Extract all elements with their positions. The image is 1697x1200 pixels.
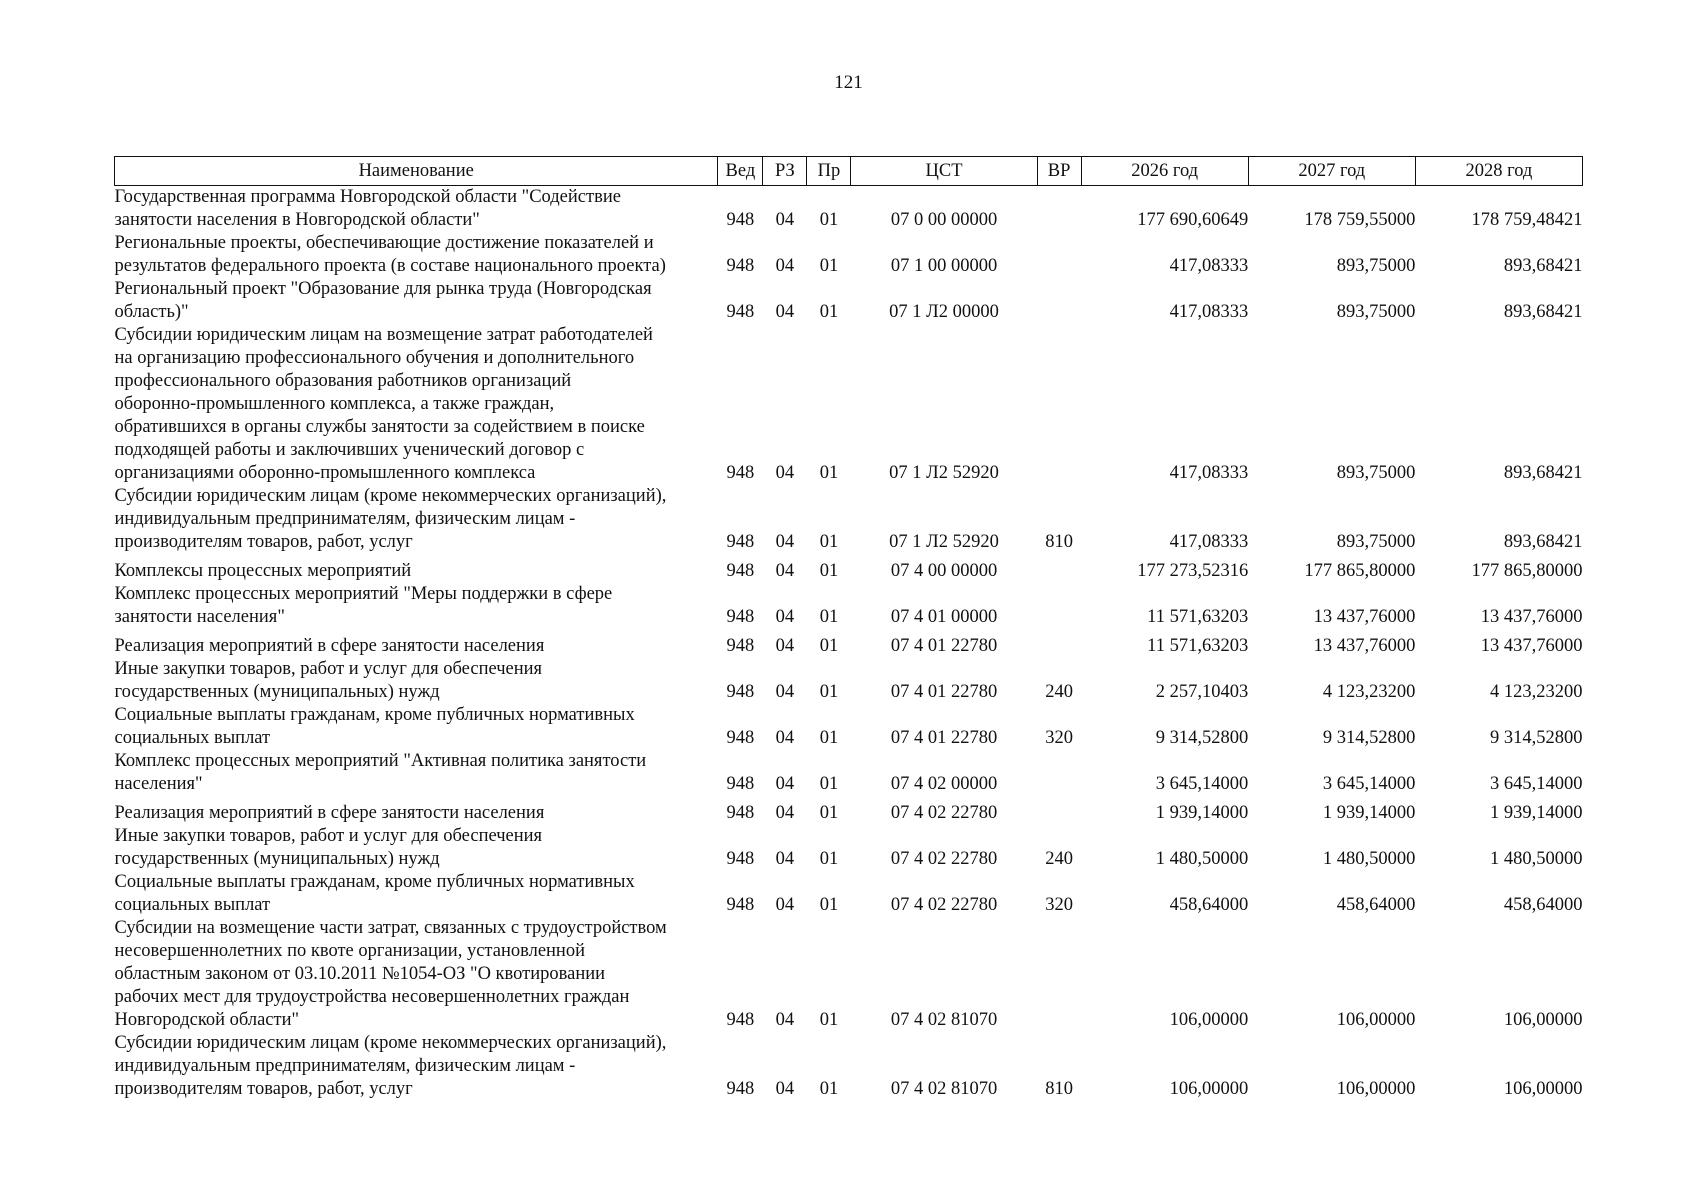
row-ved: 948 <box>726 302 755 322</box>
row-pr: 01 <box>819 774 839 794</box>
row-cst: 07 1 Л2 52920 <box>889 463 999 483</box>
row-rz: 04 <box>775 895 795 915</box>
row-name: Субсидии юридическим лицам (кроме некоммерческих организаций), индивидуальным предпринимателям, физическим лицам - производителям товаров, работ, услуг <box>114 486 667 552</box>
row-2027: 106,00000 <box>1336 1079 1416 1099</box>
row-name: Реализация мероприятий в сфере занятости населения <box>114 803 545 823</box>
row-2027: 893,75000 <box>1336 463 1416 483</box>
row-name: Социальные выплаты гражданам, кроме публичных нормативных социальных выплат <box>114 872 635 915</box>
row-pr: 01 <box>819 895 839 915</box>
row-ved: 948 <box>726 774 755 794</box>
table-row <box>115 583 1583 629</box>
row-vr <box>1037 186 1081 233</box>
row-cst: 07 1 Л2 00000 <box>889 302 999 322</box>
header-ved: Вед <box>718 157 763 186</box>
header-vr: ВР <box>1037 157 1081 186</box>
row-vr: 810 <box>1045 532 1073 552</box>
table-body <box>115 186 1583 1102</box>
row-vr <box>1037 324 1081 485</box>
row-2026: 106,00000 <box>1169 1079 1249 1099</box>
row-name: Субсидии юридическим лицам на возмещение затрат работодателей на организацию профессионального обучения и дополнительного профессионального образования работников организаций оборонно-промышленного комплекса, а также граждан, обратившихся в органы службы занятости за содействием в поиске подходящей работы и заключивших ученический договор с организациями оборонно-промышленного комплекса <box>114 325 653 483</box>
row-rz: 04 <box>775 774 795 794</box>
page-number: 121 <box>834 72 863 93</box>
row-name: Субсидии юридическим лицам (кроме некоммерческих организаций), индивидуальным предпринимателям, физическим лицам - производителям товаров, работ, услуг <box>114 1033 667 1099</box>
row-vr <box>1037 629 1081 658</box>
row-2028: 106,00000 <box>1503 1079 1583 1099</box>
row-2027: 3 645,14000 <box>1322 774 1416 794</box>
row-2026: 106,00000 <box>1169 1010 1249 1030</box>
row-2027: 177 865,80000 <box>1304 561 1416 581</box>
header-2026: 2026 год <box>1081 157 1248 186</box>
row-ved: 948 <box>726 849 755 869</box>
row-name: Государственная программа Новгородской области "Содействие занятости населения в Новгородской области" <box>114 187 621 230</box>
header-rz: РЗ <box>763 157 807 186</box>
row-2028: 893,68421 <box>1503 302 1583 322</box>
row-2027: 458,64000 <box>1336 895 1416 915</box>
row-pr: 01 <box>819 636 839 656</box>
row-pr: 01 <box>819 302 839 322</box>
row-2027: 4 123,23200 <box>1322 682 1416 702</box>
row-rz: 04 <box>775 302 795 322</box>
table-row <box>115 750 1583 796</box>
row-2028: 893,68421 <box>1503 532 1583 552</box>
table-row <box>115 917 1583 1032</box>
row-2028: 1 939,14000 <box>1490 803 1583 823</box>
row-cst: 07 1 Л2 52920 <box>889 532 999 552</box>
row-pr: 01 <box>819 532 839 552</box>
row-2026: 1 480,50000 <box>1155 849 1249 869</box>
header-cst: ЦСТ <box>851 157 1037 186</box>
row-ved: 948 <box>726 463 755 483</box>
row-rz: 04 <box>775 1079 795 1099</box>
row-cst: 07 4 01 22780 <box>890 728 998 748</box>
row-name: Региональные проекты, обеспечивающие достижение показателей и результатов федерального проекта (в составе национального проекта) <box>114 233 666 276</box>
row-ved: 948 <box>726 895 755 915</box>
row-name: Комплекс процессных мероприятий "Меры поддержки в сфере занятости населения" <box>114 584 613 627</box>
row-cst: 07 4 01 22780 <box>890 636 998 656</box>
row-rz: 04 <box>775 803 795 823</box>
row-cst: 07 0 00 00000 <box>890 210 998 230</box>
row-pr: 01 <box>819 1010 839 1030</box>
row-2026: 11 571,63203 <box>1147 636 1249 656</box>
table-row <box>115 871 1583 917</box>
table-row <box>115 485 1583 554</box>
table-row <box>115 232 1583 278</box>
row-2026: 458,64000 <box>1169 895 1249 915</box>
row-pr: 01 <box>819 607 839 627</box>
row-name: Социальные выплаты гражданам, кроме публичных нормативных социальных выплат <box>114 705 635 748</box>
row-rz: 04 <box>775 728 795 748</box>
row-2027: 178 759,55000 <box>1304 210 1416 230</box>
row-vr <box>1037 554 1081 583</box>
budget-table-container <box>114 156 1583 1101</box>
row-vr <box>1037 917 1081 1032</box>
row-cst: 07 4 02 81070 <box>890 1079 998 1099</box>
row-vr: 240 <box>1045 849 1073 869</box>
row-ved: 948 <box>726 1079 755 1099</box>
row-cst: 07 4 02 81070 <box>890 1010 998 1030</box>
table-row <box>115 324 1583 485</box>
row-rz: 04 <box>775 256 795 276</box>
row-vr <box>1037 583 1081 629</box>
row-cst: 07 4 01 22780 <box>890 682 998 702</box>
row-name: Комплекс процессных мероприятий "Активная политика занятости населения" <box>114 751 647 794</box>
row-2026: 2 257,10403 <box>1155 682 1249 702</box>
row-pr: 01 <box>819 1079 839 1099</box>
row-cst: 07 4 02 22780 <box>890 803 998 823</box>
table-row <box>115 629 1583 658</box>
row-pr: 01 <box>819 463 839 483</box>
row-rz: 04 <box>775 532 795 552</box>
header-2027: 2027 год <box>1248 157 1415 186</box>
row-2028: 106,00000 <box>1503 1010 1583 1030</box>
row-ved: 948 <box>726 607 755 627</box>
budget-table <box>114 156 1583 1101</box>
table-row <box>115 186 1583 233</box>
row-pr: 01 <box>819 682 839 702</box>
row-rz: 04 <box>775 849 795 869</box>
row-ved: 948 <box>726 532 755 552</box>
header-pr: Пр <box>807 157 851 186</box>
row-pr: 01 <box>819 210 839 230</box>
row-name: Региональный проект "Образование для рынка труда (Новгородская область)" <box>114 279 652 322</box>
row-2028: 893,68421 <box>1503 256 1583 276</box>
row-2026: 177 690,60649 <box>1137 210 1249 230</box>
table-row <box>115 554 1583 583</box>
row-2028: 9 314,52800 <box>1490 728 1583 748</box>
row-ved: 948 <box>726 256 755 276</box>
row-rz: 04 <box>775 607 795 627</box>
header-2028: 2028 год <box>1415 157 1582 186</box>
row-vr: 320 <box>1045 728 1073 748</box>
row-cst: 07 1 00 00000 <box>890 256 998 276</box>
row-vr <box>1037 278 1081 324</box>
row-2027: 1 939,14000 <box>1322 803 1416 823</box>
row-2028: 13 437,76000 <box>1480 607 1583 627</box>
row-2026: 3 645,14000 <box>1155 774 1249 794</box>
row-2028: 458,64000 <box>1503 895 1583 915</box>
row-cst: 07 4 00 00000 <box>890 561 998 581</box>
row-rz: 04 <box>775 210 795 230</box>
row-2028: 893,68421 <box>1503 463 1583 483</box>
row-name: Иные закупки товаров, работ и услуг для обеспечения государственных (муниципальных) нужд <box>114 826 543 869</box>
row-pr: 01 <box>819 849 839 869</box>
row-ved: 948 <box>726 561 755 581</box>
row-2028: 178 759,48421 <box>1471 210 1583 230</box>
table-row <box>115 825 1583 871</box>
row-2026: 11 571,63203 <box>1147 607 1249 627</box>
row-2026: 417,08333 <box>1169 463 1249 483</box>
row-name: Комплексы процессных мероприятий <box>114 561 412 581</box>
row-vr: 240 <box>1045 682 1073 702</box>
row-ved: 948 <box>726 1010 755 1030</box>
row-cst: 07 4 01 00000 <box>890 607 998 627</box>
table-row <box>115 796 1583 825</box>
row-rz: 04 <box>775 636 795 656</box>
row-2027: 893,75000 <box>1336 302 1416 322</box>
row-2026: 417,08333 <box>1169 256 1249 276</box>
row-2026: 417,08333 <box>1169 532 1249 552</box>
row-ved: 948 <box>726 803 755 823</box>
row-rz: 04 <box>775 1010 795 1030</box>
row-2028: 3 645,14000 <box>1490 774 1583 794</box>
row-name: Реализация мероприятий в сфере занятости населения <box>114 636 545 656</box>
table-row <box>115 1032 1583 1101</box>
row-2027: 893,75000 <box>1336 256 1416 276</box>
table-row <box>115 658 1583 704</box>
table-row <box>115 278 1583 324</box>
row-rz: 04 <box>775 561 795 581</box>
row-2026: 177 273,52316 <box>1137 561 1249 581</box>
row-rz: 04 <box>775 463 795 483</box>
row-cst: 07 4 02 00000 <box>890 774 998 794</box>
row-2026: 9 314,52800 <box>1155 728 1249 748</box>
row-2028: 13 437,76000 <box>1480 636 1583 656</box>
row-name: Иные закупки товаров, работ и услуг для обеспечения государственных (муниципальных) нужд <box>114 659 543 702</box>
row-2027: 893,75000 <box>1336 532 1416 552</box>
row-vr <box>1037 796 1081 825</box>
table-row <box>115 704 1583 750</box>
row-pr: 01 <box>819 728 839 748</box>
row-ved: 948 <box>726 728 755 748</box>
row-name: Субсидии на возмещение части затрат, связанных с трудоустройством несовершеннолетних по квоте организации, установленной областным законом от 03.10.2011 №1054-ОЗ "О квотировании рабочих мест для трудоустройства несовершеннолетних граждан Новгородской области" <box>114 918 667 1030</box>
row-ved: 948 <box>726 636 755 656</box>
row-pr: 01 <box>819 561 839 581</box>
row-2026: 417,08333 <box>1169 302 1249 322</box>
row-2026: 1 939,14000 <box>1155 803 1249 823</box>
row-2027: 13 437,76000 <box>1313 636 1416 656</box>
row-2027: 13 437,76000 <box>1313 607 1416 627</box>
row-vr: 320 <box>1045 895 1073 915</box>
row-vr <box>1037 750 1081 796</box>
row-pr: 01 <box>819 256 839 276</box>
row-2027: 1 480,50000 <box>1322 849 1416 869</box>
row-vr <box>1037 232 1081 278</box>
row-2027: 9 314,52800 <box>1322 728 1416 748</box>
row-rz: 04 <box>775 682 795 702</box>
row-2027: 106,00000 <box>1336 1010 1416 1030</box>
row-cst: 07 4 02 22780 <box>890 895 998 915</box>
row-2028: 177 865,80000 <box>1471 561 1583 581</box>
row-2028: 4 123,23200 <box>1490 682 1583 702</box>
header-name: Наименование <box>115 157 718 186</box>
row-ved: 948 <box>726 682 755 702</box>
row-vr: 810 <box>1045 1079 1073 1099</box>
table-header-row <box>115 157 1583 186</box>
row-cst: 07 4 02 22780 <box>890 849 998 869</box>
row-pr: 01 <box>819 803 839 823</box>
row-ved: 948 <box>726 210 755 230</box>
row-2028: 1 480,50000 <box>1490 849 1583 869</box>
